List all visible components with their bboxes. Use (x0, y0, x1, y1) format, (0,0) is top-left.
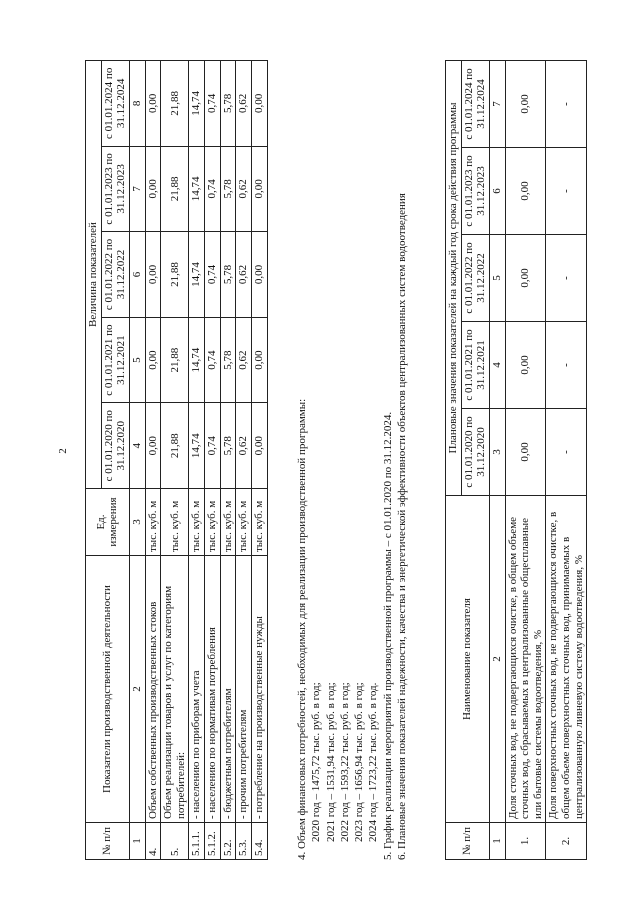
col-number: 4 (489, 322, 505, 409)
row-value: 0,74 (205, 232, 221, 318)
col-header-unit: Ед. измерения (86, 489, 130, 556)
row-value: - (546, 409, 587, 496)
row-value: - (546, 322, 587, 409)
row-value: - (546, 148, 587, 235)
row-value: 0,00 (145, 146, 161, 232)
col-header-period: с 01.01.2022 по 31.12.2022 (461, 235, 489, 322)
col-number: 6 (489, 148, 505, 235)
row-value: 0,62 (236, 403, 252, 489)
row-name: - населению по приборам учета (189, 556, 205, 823)
row-value: 0,00 (145, 317, 161, 403)
col-header-values-group: Плановые значения показателей на каждый год срока действия программы (446, 61, 462, 496)
row-value: 0,00 (145, 232, 161, 318)
row-number: 5. (161, 823, 189, 860)
row-value: 0,74 (205, 146, 221, 232)
row-number: 1. (505, 823, 546, 860)
page-number: 2 (56, 448, 69, 454)
row-name: - населению по нормативам потребления (205, 556, 221, 823)
program-text (295, 60, 409, 860)
row-number: 5.1.2. (205, 823, 221, 860)
row-value: 0,00 (252, 403, 268, 489)
row-unit: тыс. куб. м (145, 489, 161, 556)
table-row (145, 61, 161, 860)
col-number: 5 (129, 317, 145, 403)
row-value: 21,88 (161, 61, 189, 147)
row-value: 0,62 (236, 61, 252, 147)
col-number: 4 (129, 403, 145, 489)
col-header-period: с 01.01.2024 по 31.12.2024 (461, 61, 489, 148)
col-number: 8 (129, 61, 145, 147)
col-header-values-group: Величина показателей (86, 61, 102, 489)
row-value: 5,78 (220, 403, 236, 489)
col-header-period: с 01.01.2021 по 31.12.2021 (461, 322, 489, 409)
row-value: 0,74 (205, 61, 221, 147)
table-row (205, 61, 221, 860)
row-unit: тыс. куб. м (220, 489, 236, 556)
col-header-period: с 01.01.2022 по 31.12.2022 (101, 232, 129, 318)
row-unit: тыс. куб. м (161, 489, 189, 556)
planned-indicators-table (445, 60, 587, 860)
row-number: 5.2. (220, 823, 236, 860)
row-number: 2. (546, 823, 587, 860)
row-name: - потребление на производственные нужды (252, 556, 268, 823)
row-value: 0,00 (505, 61, 546, 148)
row-value: 0,74 (205, 403, 221, 489)
year-line: 2022 год – 1593,22 тыс. руб. в год; (338, 682, 351, 842)
table-row (161, 61, 189, 860)
row-value: 0,74 (205, 317, 221, 403)
row-value: 0,00 (252, 146, 268, 232)
row-number: 5.4. (252, 823, 268, 860)
col-header-period: с 01.01.2020 по 31.12.2020 (101, 403, 129, 489)
row-value: 0,00 (145, 61, 161, 147)
row-value: 14,74 (189, 61, 205, 147)
year-line: 2021 год – 1531,94 тыс. руб. в год; (324, 682, 337, 842)
col-number: 2 (129, 556, 145, 823)
row-number: 5.3. (236, 823, 252, 860)
col-header-indicator: Показатели производственной деятельности (86, 556, 130, 823)
col-number: 5 (489, 235, 505, 322)
indicators-paragraph: 6. Плановые значения показателей надежности, качества и энергетической эффективности объектов централизованных систем водоотведения (396, 193, 409, 860)
col-header-no: № п/п (86, 823, 130, 860)
financial-needs-paragraph: 4. Объем финансовых потребностей, необходимых для реализации производственной программы: (296, 398, 308, 860)
row-name: Объем собственных производственных стоков (145, 556, 161, 823)
year-line: 2023 год – 1656,94 тыс. руб. в год; (353, 682, 366, 842)
rotated-page (45, 20, 605, 880)
col-number: 3 (489, 409, 505, 496)
row-number: 5.1.1. (189, 823, 205, 860)
row-value: 5,78 (220, 232, 236, 318)
col-number: 7 (489, 61, 505, 148)
table-row (505, 61, 546, 860)
schedule-paragraph: 5. График реализации мероприятий производственной программы – с 01.01.2020 по 31.12.2024. (381, 411, 394, 860)
col-number: 1 (129, 823, 145, 860)
row-value: 0,00 (252, 232, 268, 318)
row-value: 14,74 (189, 317, 205, 403)
row-value: 0,00 (252, 61, 268, 147)
row-value: 5,78 (220, 317, 236, 403)
col-header-period: с 01.01.2024 по 31.12.2024 (101, 61, 129, 147)
row-value: 0,62 (236, 146, 252, 232)
row-value: 0,00 (505, 409, 546, 496)
row-value: 14,74 (189, 232, 205, 318)
year-line: 2020 год – 1475,72 тыс. руб. в год; (310, 682, 323, 842)
row-unit: тыс. куб. м (205, 489, 221, 556)
row-value: 0,00 (505, 148, 546, 235)
col-header-period: с 01.01.2020 по 31.12.2020 (461, 409, 489, 496)
row-unit: тыс. куб. м (252, 489, 268, 556)
col-number: 7 (129, 146, 145, 232)
row-name: - бюджетным потребителям (220, 556, 236, 823)
col-number: 6 (129, 232, 145, 318)
col-number: 3 (129, 489, 145, 556)
table-row (236, 61, 252, 860)
row-value: 21,88 (161, 403, 189, 489)
row-name: Объем реализации товаров и услуг по категориям потребителей: (161, 556, 189, 823)
row-name: Доля поверхностных сточных вод, не подвергающихся очистке, в общем объеме поверхностных сточных вод, принимаемых в централизованную ливневую систему водоотведения, % (546, 496, 587, 823)
row-value: 21,88 (161, 146, 189, 232)
row-value: 5,78 (220, 61, 236, 147)
col-header-period: с 01.01.2023 по 31.12.2023 (101, 146, 129, 232)
col-header-period: с 01.01.2021 по 31.12.2021 (101, 317, 129, 403)
col-number: 2 (489, 496, 505, 823)
row-value: 0,62 (236, 317, 252, 403)
col-number: 1 (489, 823, 505, 860)
col-header-name: Наименование показателя (446, 496, 490, 823)
row-unit: тыс. куб. м (189, 489, 205, 556)
row-value: 14,74 (189, 146, 205, 232)
col-header-no: № п/п (446, 823, 490, 860)
row-value: 21,88 (161, 317, 189, 403)
col-header-period: с 01.01.2023 по 31.12.2023 (461, 148, 489, 235)
row-value: 5,78 (220, 146, 236, 232)
row-number: 4. (145, 823, 161, 860)
row-name: Доля сточных вод, не подвергающихся очистке, в общем объеме сточных вод, сбрасываемых в централизованные общесплавные или бытовые системы водоотведения, % (505, 496, 546, 823)
row-value: 14,74 (189, 403, 205, 489)
row-unit: тыс. куб. м (236, 489, 252, 556)
year-line: 2024 год – 1723,22 тыс. руб. в год. (367, 682, 380, 842)
row-value: - (546, 235, 587, 322)
row-value: 21,88 (161, 232, 189, 318)
row-value: 0,00 (252, 317, 268, 403)
production-indicators-table (85, 60, 268, 860)
row-value: 0,00 (505, 322, 546, 409)
row-value: 0,00 (145, 403, 161, 489)
table-row (220, 61, 236, 860)
table-row (546, 61, 587, 860)
row-value: 0,62 (236, 232, 252, 318)
row-value: - (546, 61, 587, 148)
table-row (252, 61, 268, 860)
table-row (189, 61, 205, 860)
row-value: 0,00 (505, 235, 546, 322)
row-name: - прочим потребителям (236, 556, 252, 823)
